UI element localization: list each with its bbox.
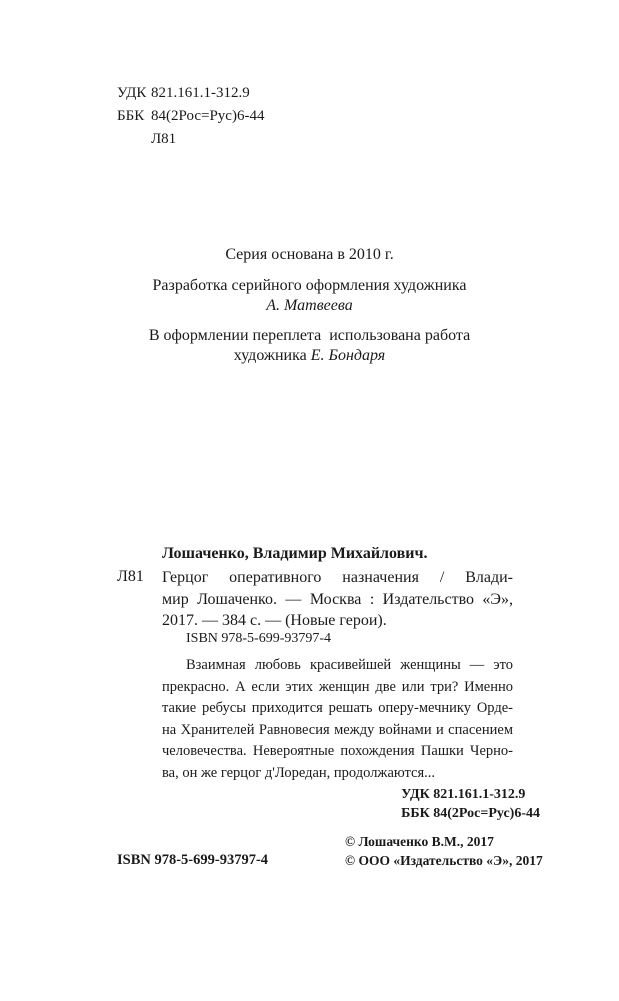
author-code-top: Л81 xyxy=(151,131,177,147)
description-line: 2017. — 384 с. — (Новые герои). xyxy=(162,612,387,629)
cover-artist: Е. Бондаря xyxy=(310,347,386,364)
annotation-line: такие ребусы приходится решать оперу-мечнику Орде- xyxy=(162,700,513,716)
catalog-isbn: ISBN 978-5-699-93797-4 xyxy=(186,631,332,646)
series-founded: Серия основана в 2010 г. xyxy=(225,246,394,263)
bbk-line xyxy=(117,105,264,128)
footer-isbn: ISBN 978-5-699-93797-4 xyxy=(117,852,269,868)
copyright-publisher: © ООО «Издательство «Э», 2017 xyxy=(345,853,543,868)
catalog-bbk: ББК 84(2Рос=Рус)6-44 xyxy=(401,806,540,821)
udk-line xyxy=(117,82,264,105)
copyright-author: © Лошаченко В.М., 2017 xyxy=(345,834,494,849)
description-line: мир Лошаченко. — Москва : Издательство «Э», xyxy=(162,590,513,608)
footer-copyright xyxy=(345,832,543,870)
bbk-value: 84(2Рос=Рус)6-44 xyxy=(151,108,265,124)
cover-artist-prefix: художника xyxy=(233,347,311,364)
design-artist: А. Матвеева xyxy=(266,297,353,314)
catalog-udk: УДК 821.161.1-312.9 xyxy=(401,787,526,802)
annotation-line: Взаимная любовь красивейшей женщины — это xyxy=(186,657,513,673)
annotation-line: на Хранителей Равновесия между войнами и спасением xyxy=(162,721,513,738)
udk-value: 821.161.1-312.9 xyxy=(151,85,250,101)
description-line: Герцог оперативного назначения / Влади- xyxy=(162,569,513,586)
catalog-classification xyxy=(401,785,540,823)
udk-label: УДК xyxy=(117,85,147,101)
cover-credit xyxy=(0,326,619,366)
catalog-annotation xyxy=(162,655,513,784)
catalog-author-code: Л81 xyxy=(117,568,144,585)
bbk-label: ББК xyxy=(117,108,145,124)
catalog-description xyxy=(162,567,513,632)
design-credit xyxy=(0,276,619,316)
cover-credit-text: В оформлении переплета использована работа xyxy=(148,327,471,344)
catalog-author: Лошаченко, Владимир Михайлович. xyxy=(162,545,428,562)
cover-credit-line2 xyxy=(0,346,619,366)
annotation-line: человечества. Невероятные похождения Пашки Черно- xyxy=(162,743,513,759)
annotation-line: прекрасно. А если этих женщин две или три? Именно xyxy=(162,678,513,695)
design-credit-text: Разработка серийного оформления художника xyxy=(152,277,467,294)
classification-top xyxy=(117,82,264,151)
annotation-line: ва, он же герцог д'Лоредан, продолжаются... xyxy=(162,764,436,781)
